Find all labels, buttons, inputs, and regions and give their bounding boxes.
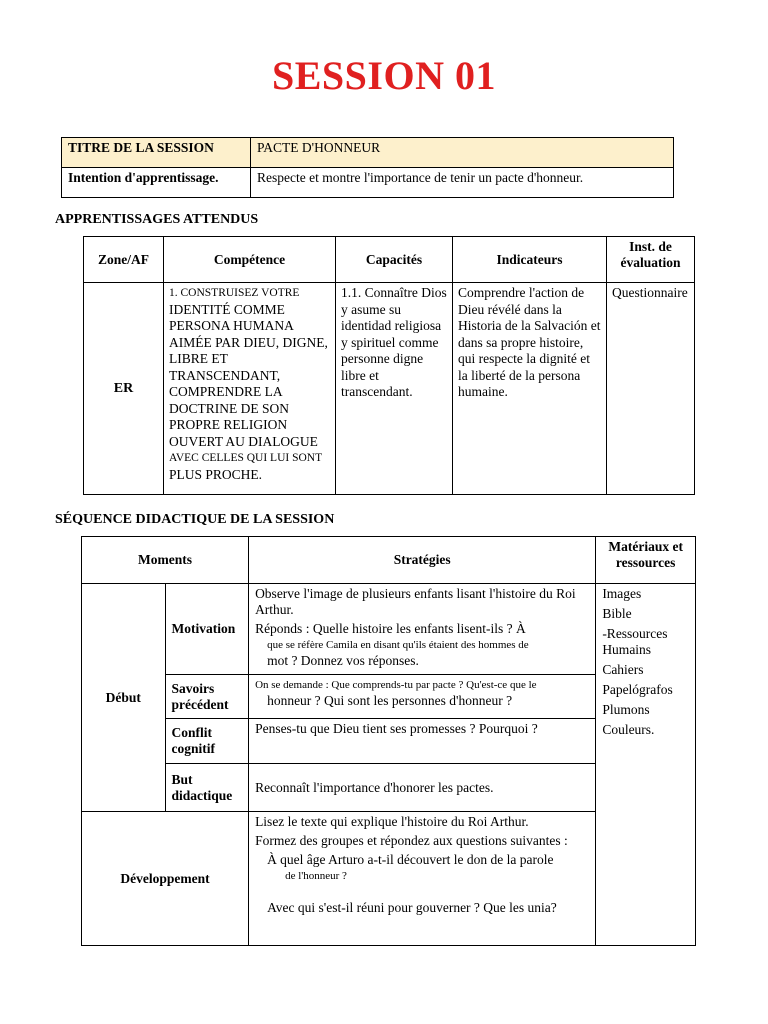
savoirs-strategies bbox=[249, 675, 596, 719]
material-item: Plumons bbox=[602, 702, 650, 717]
indicateurs-cell: Comprendre l'action de Dieu révélé dans la Historia de la Salvación et dans sa propre histoire, qui respecte la dignité et la liberté de la persona humaine. bbox=[453, 283, 607, 495]
competence-small: AVEC CELLES QUI LUI SONT bbox=[169, 452, 323, 464]
competence-main: IDENTITÉ COMME PERSONA HUMANA AIMÉE PAR DIEU, DIGNE, LIBRE ET TRANSCENDANT, COMPRENDRE LA DOCTRINE DE SON PROPRE RELIGION OUVERT AU DIALOGUE bbox=[169, 301, 328, 449]
session-info-table bbox=[61, 137, 674, 198]
materials-cell bbox=[596, 584, 696, 946]
intention-value: Respecte et montre l'importance de tenir un pacte d'honneur. bbox=[251, 168, 674, 198]
dev-question-1b: de l'honneur ? bbox=[285, 870, 347, 882]
motivation-strategy-1: Observe l'image de plusieurs enfants lisant l'histoire du Roi Arthur. bbox=[255, 586, 576, 617]
learning-heading: APPRENTISSAGES ATTENDUS bbox=[55, 212, 259, 227]
header-instrument: Inst. de évaluation bbox=[607, 237, 695, 283]
savoirs-strategy-1b: honneur ? Qui sont les personnes d'honneur ? bbox=[267, 693, 513, 708]
motivation-strategies bbox=[249, 584, 596, 675]
header-moments: Moments bbox=[82, 537, 249, 584]
material-item: Cahiers bbox=[602, 662, 644, 677]
material-item: Papelógrafos bbox=[602, 682, 673, 697]
but-strategy: Reconnaît l'importance d'honorer les pactes. bbox=[249, 764, 596, 812]
session-title-value: PACTE D'HONNEUR bbox=[251, 138, 674, 168]
header-competence: Compétence bbox=[164, 237, 336, 283]
savoirs-strategy-1a: On se demande : Que comprends-tu par pacte ? Qu'est-ce que le bbox=[255, 679, 537, 691]
header-indicateurs: Indicateurs bbox=[453, 237, 607, 283]
header-materiaux: Matériaux et ressources bbox=[596, 537, 696, 584]
capacites-cell: 1.1. Connaître Dios y asume su identidad religiosa y spirituel comme personne digne libre et transcendant. bbox=[336, 283, 453, 495]
motivation-strategy-2a: Réponds : Quelle histoire les enfants lisent-ils ? À bbox=[255, 621, 526, 636]
dev-strategy-1: Lisez le texte qui explique l'histoire du Roi Arthur. bbox=[255, 814, 529, 829]
material-item: Images bbox=[602, 586, 642, 601]
but-label: But didactique bbox=[165, 764, 249, 812]
moment-developpement: Développement bbox=[82, 812, 249, 946]
material-item: Couleurs. bbox=[602, 722, 655, 737]
competence-cell bbox=[164, 283, 336, 495]
instrument-cell: Questionnaire bbox=[607, 283, 695, 495]
learning-table bbox=[83, 236, 695, 495]
motivation-strategy-2b: que se réfère Camila en disant qu'ils étaient des hommes de bbox=[267, 639, 529, 651]
zone-er: ER bbox=[84, 283, 164, 495]
header-capacites: Capacités bbox=[336, 237, 453, 283]
conflit-strategy: Penses-tu que Dieu tient ses promesses ? Pourquoi ? bbox=[249, 719, 596, 764]
conflit-label: Conflit cognitif bbox=[165, 719, 249, 764]
header-strategies: Stratégies bbox=[249, 537, 596, 584]
moment-debut: Début bbox=[82, 584, 166, 812]
sequence-heading: SÉQUENCE DIDACTIQUE DE LA SESSION bbox=[55, 512, 335, 527]
savoirs-label: Savoirs précédent bbox=[165, 675, 249, 719]
dev-question-1a: À quel âge Arturo a-t-il découvert le don de la parole bbox=[267, 852, 554, 867]
intention-label: Intention d'apprentissage. bbox=[62, 168, 251, 198]
motivation-strategy-2c: mot ? Donnez vos réponses. bbox=[267, 653, 419, 668]
session-title-label: TITRE DE LA SESSION bbox=[62, 138, 251, 168]
sequence-table bbox=[81, 536, 696, 946]
material-item: -Ressources Humains bbox=[602, 626, 668, 657]
dev-strategy-2: Formez des groupes et répondez aux questions suivantes : bbox=[255, 833, 568, 848]
developpement-strategies bbox=[249, 812, 596, 946]
dev-question-2: Avec qui s'est-il réuni pour gouverner ? Que les unia? bbox=[267, 900, 557, 915]
page-title: SESSION 01 bbox=[272, 53, 496, 98]
header-zone: Zone/AF bbox=[84, 237, 164, 283]
competence-line1: 1. CONSTRUISEZ VOTRE bbox=[169, 287, 300, 299]
motivation-label: Motivation bbox=[165, 584, 249, 675]
material-item: Bible bbox=[602, 606, 632, 621]
competence-end: PLUS PROCHE. bbox=[169, 466, 263, 482]
